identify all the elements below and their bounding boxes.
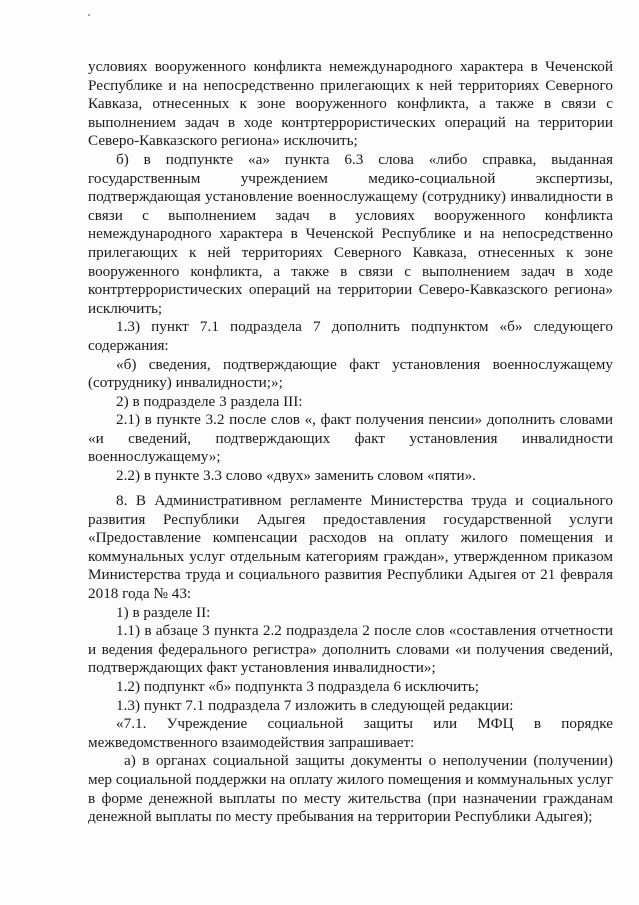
paragraph: 1.3) пункт 7.1 подраздела 7 изложить в следующей редакции: <box>116 696 514 714</box>
paragraph: 2.1) в пункте 3.2 после слов «, факт получения пенсии» дополнить словами «и сведений, подтверждающих факт установления инвалидности военнослужащему»; <box>88 411 613 466</box>
paragraph: 2) в подразделе 3 раздела III: <box>116 392 303 410</box>
paragraph: «7.1. Учреждение социальной защиты или МФЦ в порядке межведомственного взаимодействия запрашивает: <box>88 715 613 751</box>
paragraph: 1) в разделе II: <box>116 603 211 621</box>
paragraph: 1.1) в абзаце 3 пункта 2.2 подраздела 2 после слов «составления отчетности и ведения федерального регистра» дополнить словами «и получения сведений, подтверждающих факт установления инвалидности»; <box>88 622 613 677</box>
paragraph: условиях вооруженного конфликта немеждународного характера в Чеченской Республике и на непосредственно прилегающих к ней территориях Северного Кавказа, отнесенных к зоне вооруженного конфликта, а также в связи с выполнением задач в ходе контртеррористических операций на территории Северо-Кавказского региона» исключить; <box>88 58 613 150</box>
scan-speck <box>88 14 90 16</box>
text-block-top <box>88 58 613 486</box>
paragraph: 1.2) подпункт «б» подпункта 3 подраздела 6 исключить; <box>116 677 480 695</box>
paragraph: «б) сведения, подтверждающие факт установления военнослужащему (сотруднику) инвалидности;»; <box>88 355 613 392</box>
paragraph: а) в органах социальной защиты документы о неполучении (получении) мер социальной поддержки на оплату жилого помещения и коммунальных услуг в форме денежной выплаты по месту жительства (при назначении гражданам денежной выплаты по месту пребывания на территории Республики Адыгея); <box>88 752 613 826</box>
paragraph: 2.2) в пункте 3.3 слово «двух» заменить словом «пяти». <box>116 467 476 485</box>
paragraph: 1.3) пункт 7.1 подраздела 7 дополнить подпунктом «б» следующего содержания: <box>88 318 613 354</box>
paragraph-section-8: 8. В Административном регламенте Министерства труда и социального развития Республики Адыгея предоставления государственной услуги «Предоставление компенсации расходов на оплату жилого помещения и коммунальных услуг отдельным категориям граждан», утвержденном приказом Министерства труда и социального развития Республики Адыгея от 21 февраля 2018 года № 43: <box>88 492 613 602</box>
paragraph: б) в подпункте «а» пункта 6.3 слова «либо справка, выданная государственным учреждением медико-социальной экспертизы, подтверждающая установление военнослужащему (сотруднику) инвалидности в связи с выполнением задач в условиях вооруженного конфликта немеждународного характера в Чеченской Республике и на непосредственно прилегающих к ней территориях Северного Кавказа, отнесенных к зоне вооруженного конфликта, а также в связи с выполнением задач в ходе контртеррористических операций на территории Северо-Кавказского региона» исключить; <box>88 150 613 317</box>
text-block-section-8 <box>88 492 613 827</box>
